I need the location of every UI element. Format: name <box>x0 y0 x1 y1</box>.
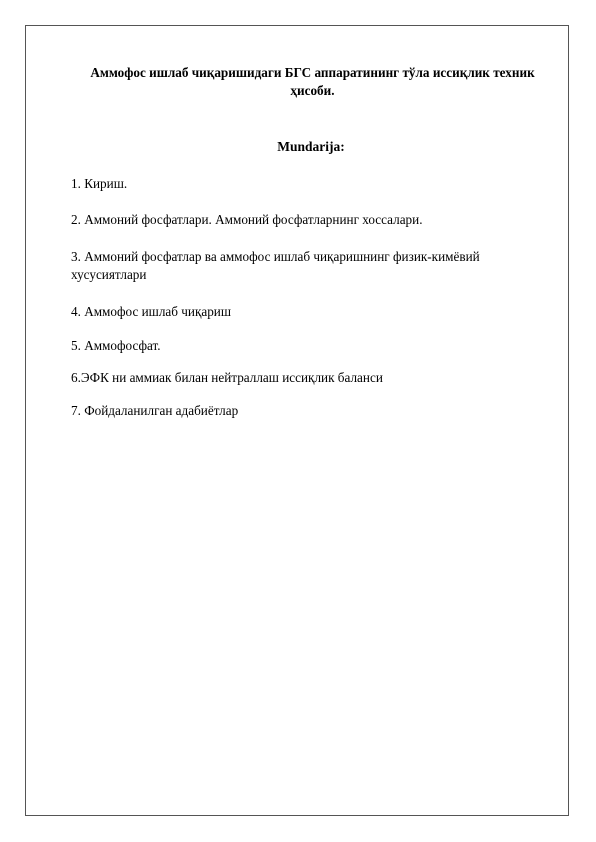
toc-item-7: 7. Фойдаланилган адабиётлар <box>71 403 239 418</box>
toc-item-5: 5. Аммофосфат. <box>71 338 161 353</box>
document-title: Аммофос ишлаб чиқаришидаги БГС аппаратининг тўла иссиқлик техник ҳисоби. <box>90 65 535 98</box>
toc-item-4: 4. Аммофос ишлаб чиқариш <box>71 304 232 319</box>
toc-item-1: 1. Кириш. <box>71 176 128 191</box>
toc-heading: Mundarija: <box>277 139 345 154</box>
toc-item-2: 2. Аммоний фосфатлари. Аммоний фосфатларнинг хоссалари. <box>71 212 423 227</box>
toc-item-3: 3. Аммоний фосфатлар ва аммофос ишлаб чиқаришнинг физик-кимёвий хусусиятлари <box>71 249 480 282</box>
toc-item-6: 6.ЭФК ни аммиак билан нейтраллаш иссиқлик баланси <box>71 370 383 385</box>
